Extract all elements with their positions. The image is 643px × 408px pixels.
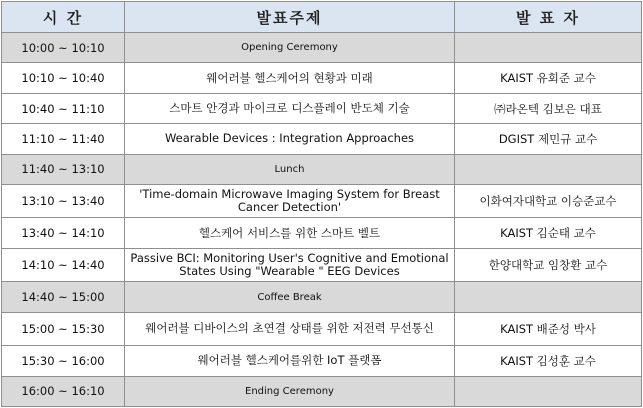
header-topic: 발표주제 [125,2,455,33]
speaker-cell: KAIST 유회준 교수 [455,63,642,93]
time-cell: 10:40 ~ 11:10 [2,93,125,123]
topic-cell: Coffee Break [125,282,455,312]
topic-cell: Passive BCI: Monitoring User's Cognitive and Emotional States Using "Wearable " EEG Devices [125,248,455,281]
time-cell: 10:10 ~ 10:40 [2,63,125,93]
table-row [2,248,642,281]
speaker-cell [455,282,642,312]
time-cell: 13:40 ~ 14:10 [2,218,125,248]
speaker-cell [455,376,642,406]
topic-cell: 스마트 안경과 마이크로 디스플레이 반도체 기술 [125,93,455,123]
time-cell: 16:00 ~ 16:10 [2,376,125,406]
header-row [2,2,642,33]
table-row [2,185,642,218]
speaker-cell: 한양대학교 임창환 교수 [455,248,642,281]
speaker-cell: ㈜라온텍 김보은 대표 [455,93,642,123]
topic-cell: 웨어러블 헬스케어의 현황과 미래 [125,63,455,93]
time-cell: 15:30 ~ 16:00 [2,346,125,376]
table-row [2,63,642,93]
table-row [2,312,642,345]
speaker-cell: KAIST 배준성 박사 [455,312,642,345]
header-time: 시 간 [2,2,125,33]
table-row [2,93,642,123]
speaker-cell: KAIST 김순태 교수 [455,218,642,248]
topic-cell: Ending Ceremony [125,376,455,406]
topic-cell: Lunch [125,154,455,184]
table-row [2,346,642,376]
speaker-cell: 이화여자대학교 이승준교수 [455,185,642,218]
topic-cell: 웨어러블 헬스케어를위한 IoT 플랫폼 [125,346,455,376]
table-row [2,33,642,63]
time-cell: 11:40 ~ 13:10 [2,154,125,184]
topic-cell: Wearable Devices : Integration Approaches [125,124,455,154]
speaker-cell [455,154,642,184]
header-speaker: 발 표 자 [455,2,642,33]
topic-cell: Opening Ceremony [125,33,455,63]
table-row [2,124,642,154]
time-cell: 13:10 ~ 13:40 [2,185,125,218]
table-row [2,376,642,406]
speaker-cell [455,33,642,63]
time-cell: 11:10 ~ 11:40 [2,124,125,154]
time-cell: 15:00 ~ 15:30 [2,312,125,345]
speaker-cell: DGIST 제민규 교수 [455,124,642,154]
time-cell: 14:10 ~ 14:40 [2,248,125,281]
speaker-cell: KAIST 김성훈 교수 [455,346,642,376]
schedule-table [1,1,642,407]
topic-cell: 헬스케어 서비스를 위한 스마트 벨트 [125,218,455,248]
topic-cell: 웨어러블 디바이스의 초연결 상태를 위한 저전력 무선통신 [125,312,455,345]
time-cell: 14:40 ~ 15:00 [2,282,125,312]
time-cell: 10:00 ~ 10:10 [2,33,125,63]
topic-cell: 'Time-domain Microwave Imaging System for Breast Cancer Detection' [125,185,455,218]
table-row [2,154,642,184]
table-row [2,218,642,248]
table-row [2,282,642,312]
